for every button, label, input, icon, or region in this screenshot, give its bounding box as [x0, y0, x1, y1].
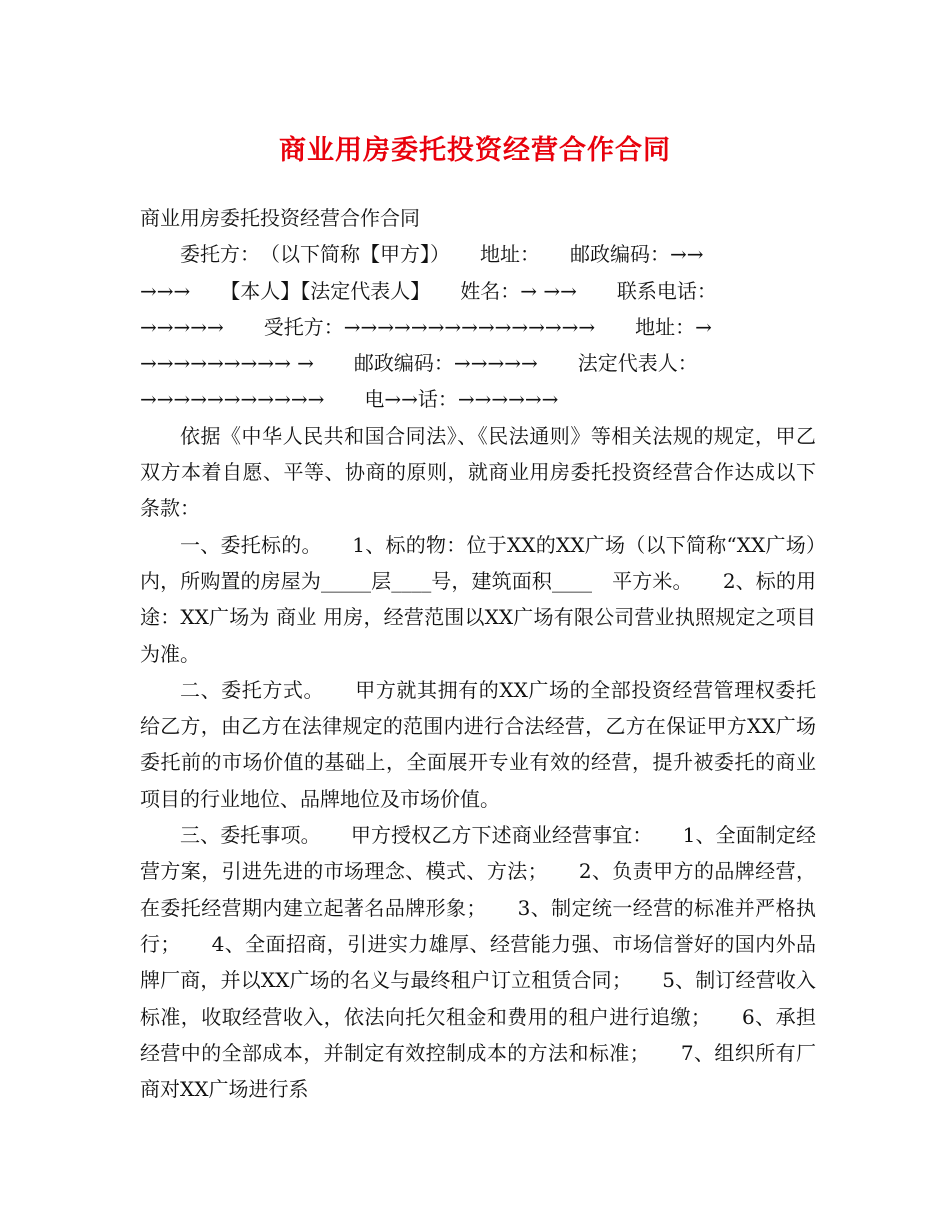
- paragraph-preamble: 依据《中华人民共和国合同法》、《民法通则》等相关法规的规定，甲乙双方本着自愿、平等、协商的原则，就商业用房委托投资经营合作达成以下条款：: [140, 423, 816, 521]
- page-title: 商业用房委托投资经营合作合同: [279, 135, 671, 166]
- header-line-4: →→→→→→→→→ → 邮政编码：→→→→→ 法定代表人：: [140, 351, 698, 376]
- paragraph-section-2: 二、委托方式。 甲方就其拥有的XX广场的全部投资经营管理权委托给乙方，由乙方在法律规定的范围内进行合法经营，乙方在保证甲方XX广场委托前的市场价值的基础上，全面展开专业有效的经营，提升被委托的商业项目的行业地位、品牌地位及市场价值。: [140, 677, 816, 811]
- subtitle-line: 商业用房委托投资经营合作合同: [140, 206, 420, 230]
- paragraph-section-1: 一、委托标的。 1、标的物：位于XX的XX广场（以下简称“XX广场）内，所购置的房屋为_____层____号，建筑面积____ 平方米。 2、标的用途：XX广场为 商业 用房，经营范围以XX广场有限公司营业执照规定之项目为准。: [140, 532, 816, 666]
- paragraph-section-3: 三、委托事项。 甲方授权乙方下述商业经营事宜： 1、全面制定经营方案，引进先进的市场理念、模式、方法； 2、负责甲方的品牌经营，在委托经营期内建立起著名品牌形象； 3、制定统一经营的标准并严格执行； 4、全面招商，引进实力雄厚、经营能力强、市场信誉好的国内外品牌厂商，并以XX广场的名义与最终租户订立租赁合同； 5、制订经营收入标准，收取经营收入，依法向托欠租金和费用的租户进行追缴； 6、承担经营中的全部成本，并制定有效控制成本的方法和标准； 7、组织所有厂商对XX广场进行系: [140, 823, 816, 1102]
- header-line-1: 委托方： （以下简称【甲方】） 地址： 邮政编码：→→: [140, 242, 704, 267]
- header-line-5: →→→→→→→→→→→ 电→→话：→→→→→→: [140, 387, 559, 412]
- header-line-2: →→→ 【本人】【法定代表人】 姓名：→ →→ 联系电话：: [140, 278, 717, 303]
- header-line-3: →→→→→ 受托方：→→→→→→→→→→→→→→→ 地址：→: [140, 314, 712, 339]
- document-body: [140, 200, 816, 1107]
